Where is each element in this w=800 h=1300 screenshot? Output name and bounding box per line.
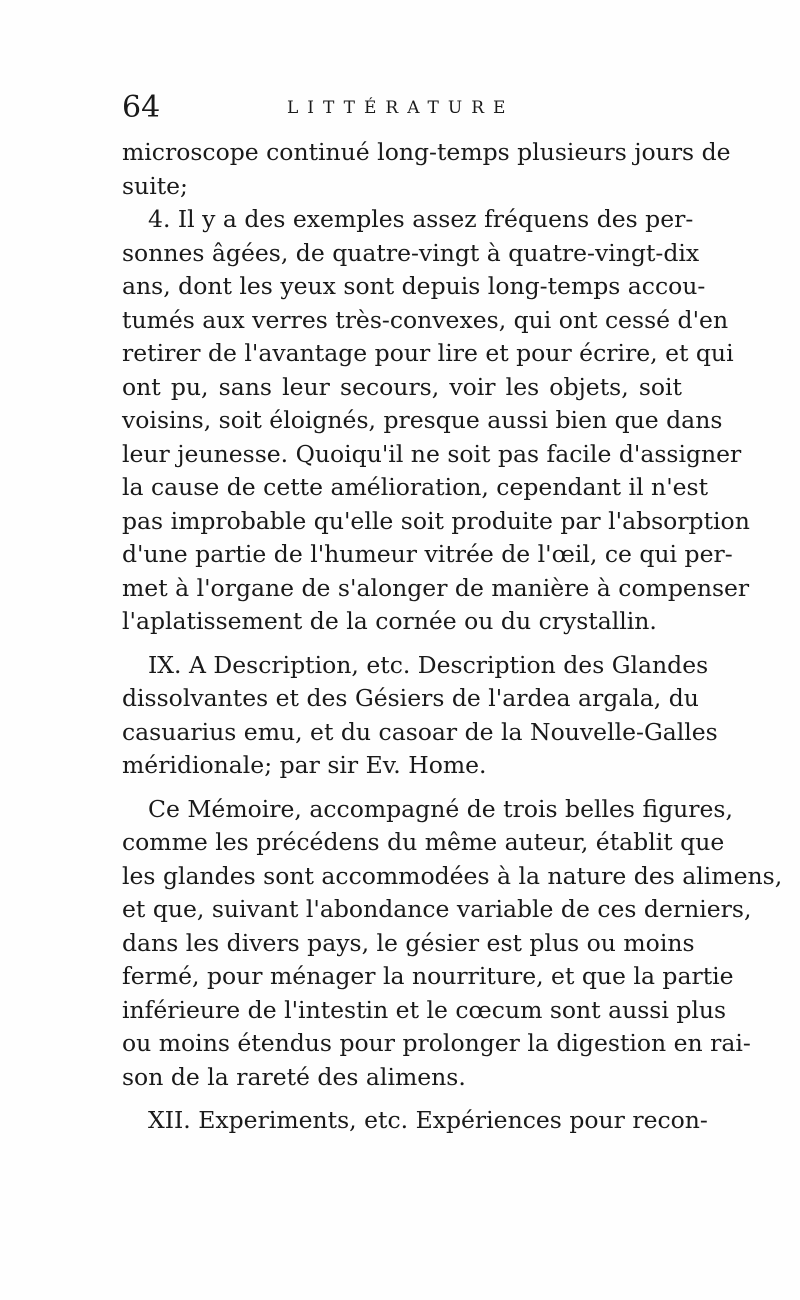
text-line: retirer de l'avantage pour lire et pour écrire, et qui [122, 339, 734, 367]
text-line: Ce Mémoire, accompagné de trois belles figures, [148, 794, 733, 823]
text-line: d'une partie de l'humeur vitrée de l'œil, ce qui per- [122, 540, 733, 568]
page-number: 64 [122, 90, 161, 125]
text-line: l'aplatissement de la cornée ou du crystallin. [122, 607, 657, 635]
body-text [122, 136, 783, 1138]
text-line: tumés aux verres très-convexes, qui ont cessé d'en [122, 305, 729, 334]
text-line: IX. A Description, etc. Description des Glandes [148, 650, 709, 679]
page-header [122, 88, 682, 128]
paragraph-gap [122, 1094, 682, 1104]
text-line: dans les divers pays, le gésier est plus ou moins [122, 928, 695, 957]
text-line: leur jeunesse. Quoiqu'il ne soit pas facile d'assigner [122, 439, 742, 468]
text-line: dissolvantes et des Gésiers de l'ardea argala, du [122, 684, 699, 712]
text-line: comme les précédens du même auteur, établit que [122, 828, 725, 856]
text-line: pas improbable qu'elle soit produite par l'absorption [122, 506, 750, 535]
text-line: ont pu, sans leur secours, voir les objets, soit [122, 372, 682, 401]
text-line: inférieure de l'intestin et le cœcum sont aussi plus [122, 995, 727, 1024]
text-line: la cause de cette amélioration, cependant il n'est [122, 473, 709, 501]
text-line: sonnes âgées, de quatre-vingt à quatre-vingt-dix [122, 238, 700, 267]
text-line: voisins, soit éloignés, presque aussi bien que dans [122, 406, 723, 434]
text-line: met à l'organe de s'alonger de manière à compenser [122, 573, 750, 602]
text-line: 4. Il y a des exemples assez fréquens des per- [148, 205, 694, 233]
running-head: LITTÉRATURE [287, 98, 515, 118]
text-line: microscope continué long-temps plusieurs jours de [122, 138, 731, 166]
text-line: ou moins étendus pour prolonger la digestion en rai- [122, 1029, 751, 1057]
text-line: son de la rareté des alimens. [122, 1062, 466, 1091]
paragraph-gap [122, 783, 682, 793]
text-line: méridionale; par sir Ev. Home. [122, 751, 487, 779]
text-line: casuarius emu, et du casoar de la Nouvelle-Galles [122, 717, 718, 746]
text-line: les glandes sont accommodées à la nature des alimens, [122, 861, 783, 890]
text-line: et que, suivant l'abondance variable de ces derniers, [122, 895, 752, 923]
text-line: fermé, pour ménager la nourriture, et que la partie [122, 962, 734, 990]
text-line: ans, dont les yeux sont depuis long-temps accou- [122, 272, 706, 300]
text-line: suite; [122, 171, 188, 200]
paragraph-gap [122, 639, 682, 649]
text-line: XII. Experiments, etc. Expériences pour recon- [148, 1106, 708, 1134]
